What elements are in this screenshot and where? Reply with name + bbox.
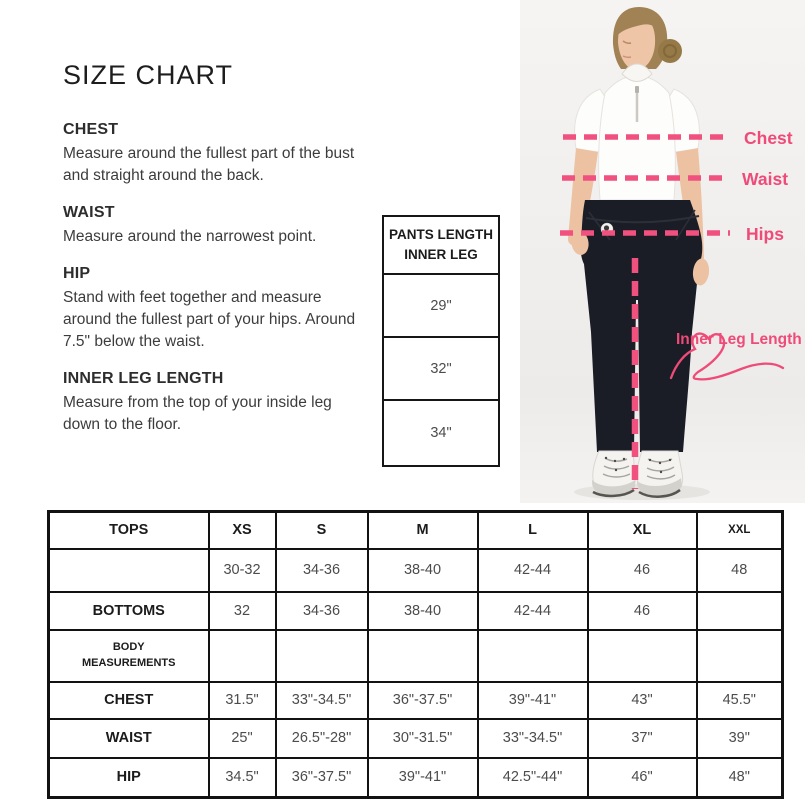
- instruction-waist-heading: WAIST: [63, 204, 115, 221]
- table-cell: 48": [697, 758, 783, 798]
- model-figure: [520, 0, 805, 503]
- pants-length-header-line1: PANTS LENGTH: [389, 226, 493, 242]
- table-cell: 34-36: [276, 592, 368, 630]
- table-cell: 37": [588, 719, 697, 758]
- column-header: M: [368, 512, 478, 549]
- pants-length-value: 29": [383, 274, 499, 337]
- table-cell: 26.5"-28": [276, 719, 368, 758]
- table-cell: 46": [588, 758, 697, 798]
- table-cell: 39"-41": [478, 682, 588, 719]
- pants-length-header-row: [383, 216, 499, 274]
- instruction-hip: [63, 265, 413, 353]
- table-cell: [697, 592, 783, 630]
- row-label: WAIST: [49, 719, 209, 758]
- table-row: [383, 274, 499, 337]
- table-cell: 36"-37.5": [276, 758, 368, 798]
- pants-length-value: 34": [383, 400, 499, 466]
- table-cell: [276, 630, 368, 682]
- table-row: [49, 758, 783, 798]
- table-cell: 42-44: [478, 549, 588, 592]
- chest-label: Chest: [744, 128, 793, 148]
- table-cell: 42.5"-44": [478, 758, 588, 798]
- row-label: BOTTOMS: [49, 592, 209, 630]
- row-label: BODY MEASUREMENTS: [49, 630, 209, 682]
- instruction-inner-leg-body: Measure from the top of your inside leg down to the floor.: [63, 394, 332, 433]
- table-cell: 43": [588, 682, 697, 719]
- table-cell: 45.5": [697, 682, 783, 719]
- size-table: [47, 510, 784, 799]
- pants-length-header-cell: [383, 216, 499, 274]
- table-cell: 38-40: [368, 592, 478, 630]
- pants-length-table: [382, 215, 500, 467]
- table-cell: 25": [209, 719, 276, 758]
- instruction-chest-body: Measure around the fullest part of the bust and straight around the back.: [63, 145, 355, 184]
- hips-label: Hips: [746, 224, 784, 244]
- row-label: [49, 549, 209, 592]
- column-header: L: [478, 512, 588, 549]
- model-photo: [520, 0, 805, 503]
- page-title: SIZE CHART: [63, 60, 234, 90]
- waist-label: Waist: [742, 169, 789, 189]
- table-cell: [697, 630, 783, 682]
- table-cell: 38-40: [368, 549, 478, 592]
- table-cell: 33"-34.5": [478, 719, 588, 758]
- table-cell: 36"-37.5": [368, 682, 478, 719]
- table-cell: 34-36: [276, 549, 368, 592]
- instruction-waist-body: Measure around the narrowest point.: [63, 228, 317, 245]
- instruction-chest-heading: CHEST: [63, 121, 119, 138]
- column-header: XS: [209, 512, 276, 549]
- table-cell: 42-44: [478, 592, 588, 630]
- table-row: [49, 630, 783, 682]
- size-table-header-row: [49, 512, 783, 549]
- table-cell: 32: [209, 592, 276, 630]
- table-cell: 33"-34.5": [276, 682, 368, 719]
- pants-length-value: 32": [383, 337, 499, 400]
- table-cell: 39"-41": [368, 758, 478, 798]
- column-header: XL: [588, 512, 697, 549]
- model-pants: [581, 200, 703, 452]
- instruction-hip-body: Stand with feet together and measure around the fullest part of your hips. Around 7.5" below the waist.: [63, 289, 356, 350]
- table-cell: 46: [588, 549, 697, 592]
- instruction-chest: [63, 121, 413, 187]
- inner-leg-label: Inner Leg Length: [676, 331, 802, 348]
- table-cell: [209, 630, 276, 682]
- table-row: [383, 400, 499, 466]
- column-header: S: [276, 512, 368, 549]
- table-cell: [588, 630, 697, 682]
- table-cell: [368, 630, 478, 682]
- table-row: [49, 719, 783, 758]
- table-row: [49, 592, 783, 630]
- table-cell: 30"-31.5": [368, 719, 478, 758]
- column-header: TOPS: [49, 512, 209, 549]
- instructions-column: [63, 60, 413, 436]
- table-cell: 34.5": [209, 758, 276, 798]
- column-header: XXL: [697, 512, 783, 549]
- instruction-hip-heading: HIP: [63, 265, 91, 282]
- table-cell: 46: [588, 592, 697, 630]
- row-label: CHEST: [49, 682, 209, 719]
- row-label: HIP: [49, 758, 209, 798]
- table-row: [383, 337, 499, 400]
- table-cell: 31.5": [209, 682, 276, 719]
- instruction-inner-leg: [63, 370, 413, 436]
- table-cell: [478, 630, 588, 682]
- instruction-waist: [63, 204, 413, 248]
- table-cell: 48: [697, 549, 783, 592]
- table-row: [49, 549, 783, 592]
- table-row: [49, 682, 783, 719]
- table-cell: 30-32: [209, 549, 276, 592]
- table-cell: 39": [697, 719, 783, 758]
- instruction-inner-leg-heading: INNER LEG LENGTH: [63, 370, 224, 387]
- pants-length-header-line2: INNER LEG: [404, 247, 478, 262]
- hair-bun: [658, 39, 682, 63]
